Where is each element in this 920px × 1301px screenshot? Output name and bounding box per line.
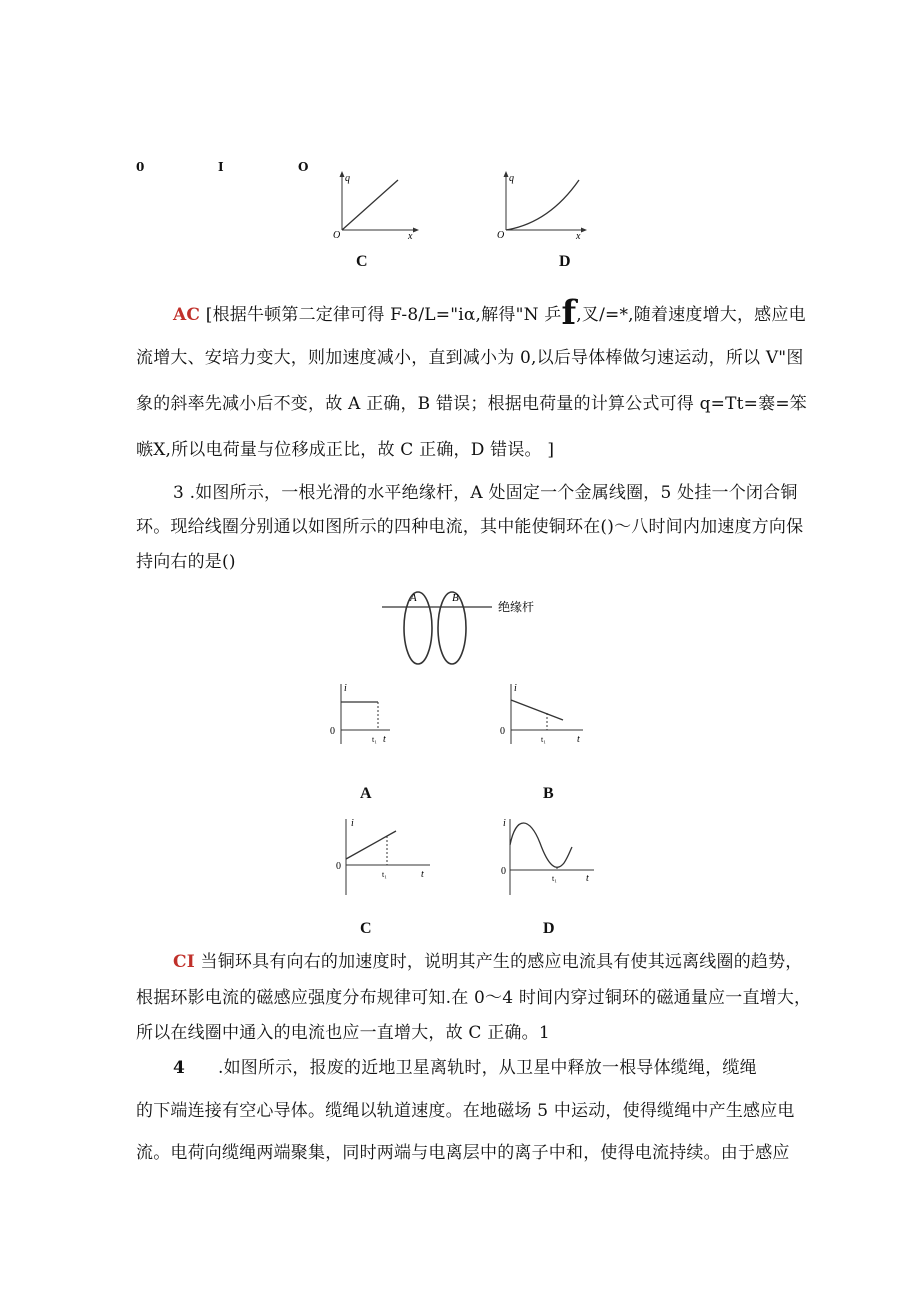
svg-text:t: t	[383, 734, 386, 745]
svg-text:t₁: t₁	[372, 735, 378, 744]
question3-line3: 持向右的是()	[136, 552, 236, 572]
svg-text:0: 0	[501, 866, 506, 877]
svg-text:t: t	[586, 873, 589, 884]
origin-label: O	[333, 230, 341, 240]
svg-text:i: i	[344, 683, 347, 694]
svg-text:t₁: t₁	[552, 874, 558, 883]
rod-coil-ring-figure	[380, 590, 560, 680]
option-b-label: B	[543, 785, 554, 802]
top-mark-0: 0	[136, 160, 145, 174]
svg-text:t₁: t₁	[541, 735, 547, 744]
option-b-graph	[497, 680, 587, 748]
svg-text:i: i	[514, 683, 517, 694]
option-a-label: A	[360, 785, 372, 802]
answer3-line2: 根据环影电流的磁感应强度分布规律可知.在 0〜4 时间内穿过铜环的磁通量应一直增大，	[136, 988, 812, 1008]
axis-q-label: q	[345, 173, 350, 184]
svg-text:0: 0	[500, 726, 505, 737]
coil-a	[404, 592, 432, 664]
top-mark-i: I	[218, 160, 224, 174]
svg-text:q: q	[509, 173, 514, 184]
answer3-line1	[173, 949, 803, 975]
answer3-line3: 所以在线圈中通入的电流也应一直增大，故 C 正确。1	[136, 1023, 550, 1043]
answer2-line1-a: [根据牛顿第二定律可得 F-8/L="iα,解得"N 乒	[205, 305, 562, 325]
svg-text:x: x	[576, 231, 581, 240]
option-d-graph	[498, 815, 598, 897]
svg-text:0: 0	[336, 861, 341, 872]
answer2-line1	[173, 293, 806, 333]
svg-text:t₁: t₁	[382, 870, 388, 879]
answer3-tag: CI	[173, 952, 195, 972]
rod-label: 绝缘杆	[498, 600, 535, 614]
option-d-label: D	[543, 920, 555, 937]
svg-text:O: O	[497, 230, 505, 240]
question4-line3: 流。电荷向缆绳两端聚集，同时两端与电离层中的离子中和，使得电流持续。由于感应	[136, 1143, 790, 1163]
answer2-line4: 嗾X,所以电荷量与位移成正比，故 C 正确，D 错误。 ]	[136, 440, 555, 460]
question4-line1: .如图所示，报废的近地卫星离轨时，从卫星中释放一根导体缆绳，缆绳	[218, 1058, 757, 1078]
svg-text:i: i	[351, 818, 354, 829]
svg-text:0: 0	[330, 726, 335, 737]
answer2-line3: 象的斜率先减小后不变，故 A 正确，B 错误；根据电荷量的计算公式可得 q=Tt=褰=笨	[136, 394, 807, 414]
option-c-graph	[334, 815, 434, 897]
graph-c-label: C	[356, 253, 368, 270]
rod-label-a: A	[410, 592, 417, 604]
answer2-line2: 流增大、安培力变大，则加速度减小，直到减小为 0,以后导体棒做匀速运动，所以 V"图	[136, 348, 804, 368]
option-c-label: C	[360, 920, 372, 937]
question3-line2: 环。现给线圈分别通以如图所示的四种电流，其中能使铜环在()〜八时间内加速度方向保	[136, 517, 804, 537]
question4-number: 4	[173, 1058, 186, 1078]
axis-x-label: x	[408, 231, 413, 240]
answer2-tag: AC	[173, 305, 201, 325]
graph-c-qx	[330, 168, 420, 240]
svg-text:t: t	[421, 869, 424, 880]
question4-line2: 的下端连接有空心导体。缆绳以轨道速度。在地磁场 5 中运动，使得缆绳中产生感应电	[136, 1101, 795, 1121]
svg-text:i: i	[503, 818, 506, 829]
graph-d-label: D	[559, 253, 571, 270]
top-mark-o: O	[298, 160, 309, 174]
answer2-line1-b: ,叉/=*,随着速度增大，感应电	[576, 305, 806, 325]
answer2-f-glyph: f	[561, 293, 577, 333]
svg-text:t: t	[577, 734, 580, 745]
answer3-line1-text: 当铜环具有向右的加速度时，说明其产生的感应电流具有使其远离线圈的趋势，	[194, 952, 803, 972]
graph-d-qx	[494, 168, 588, 240]
rod-label-b: B	[452, 592, 459, 604]
option-a-graph	[326, 680, 392, 748]
question3-line1: 3 .如图所示，一根光滑的水平绝缘杆，A 处固定一个金属线圈，5 处挂一个闭合铜	[173, 483, 798, 503]
